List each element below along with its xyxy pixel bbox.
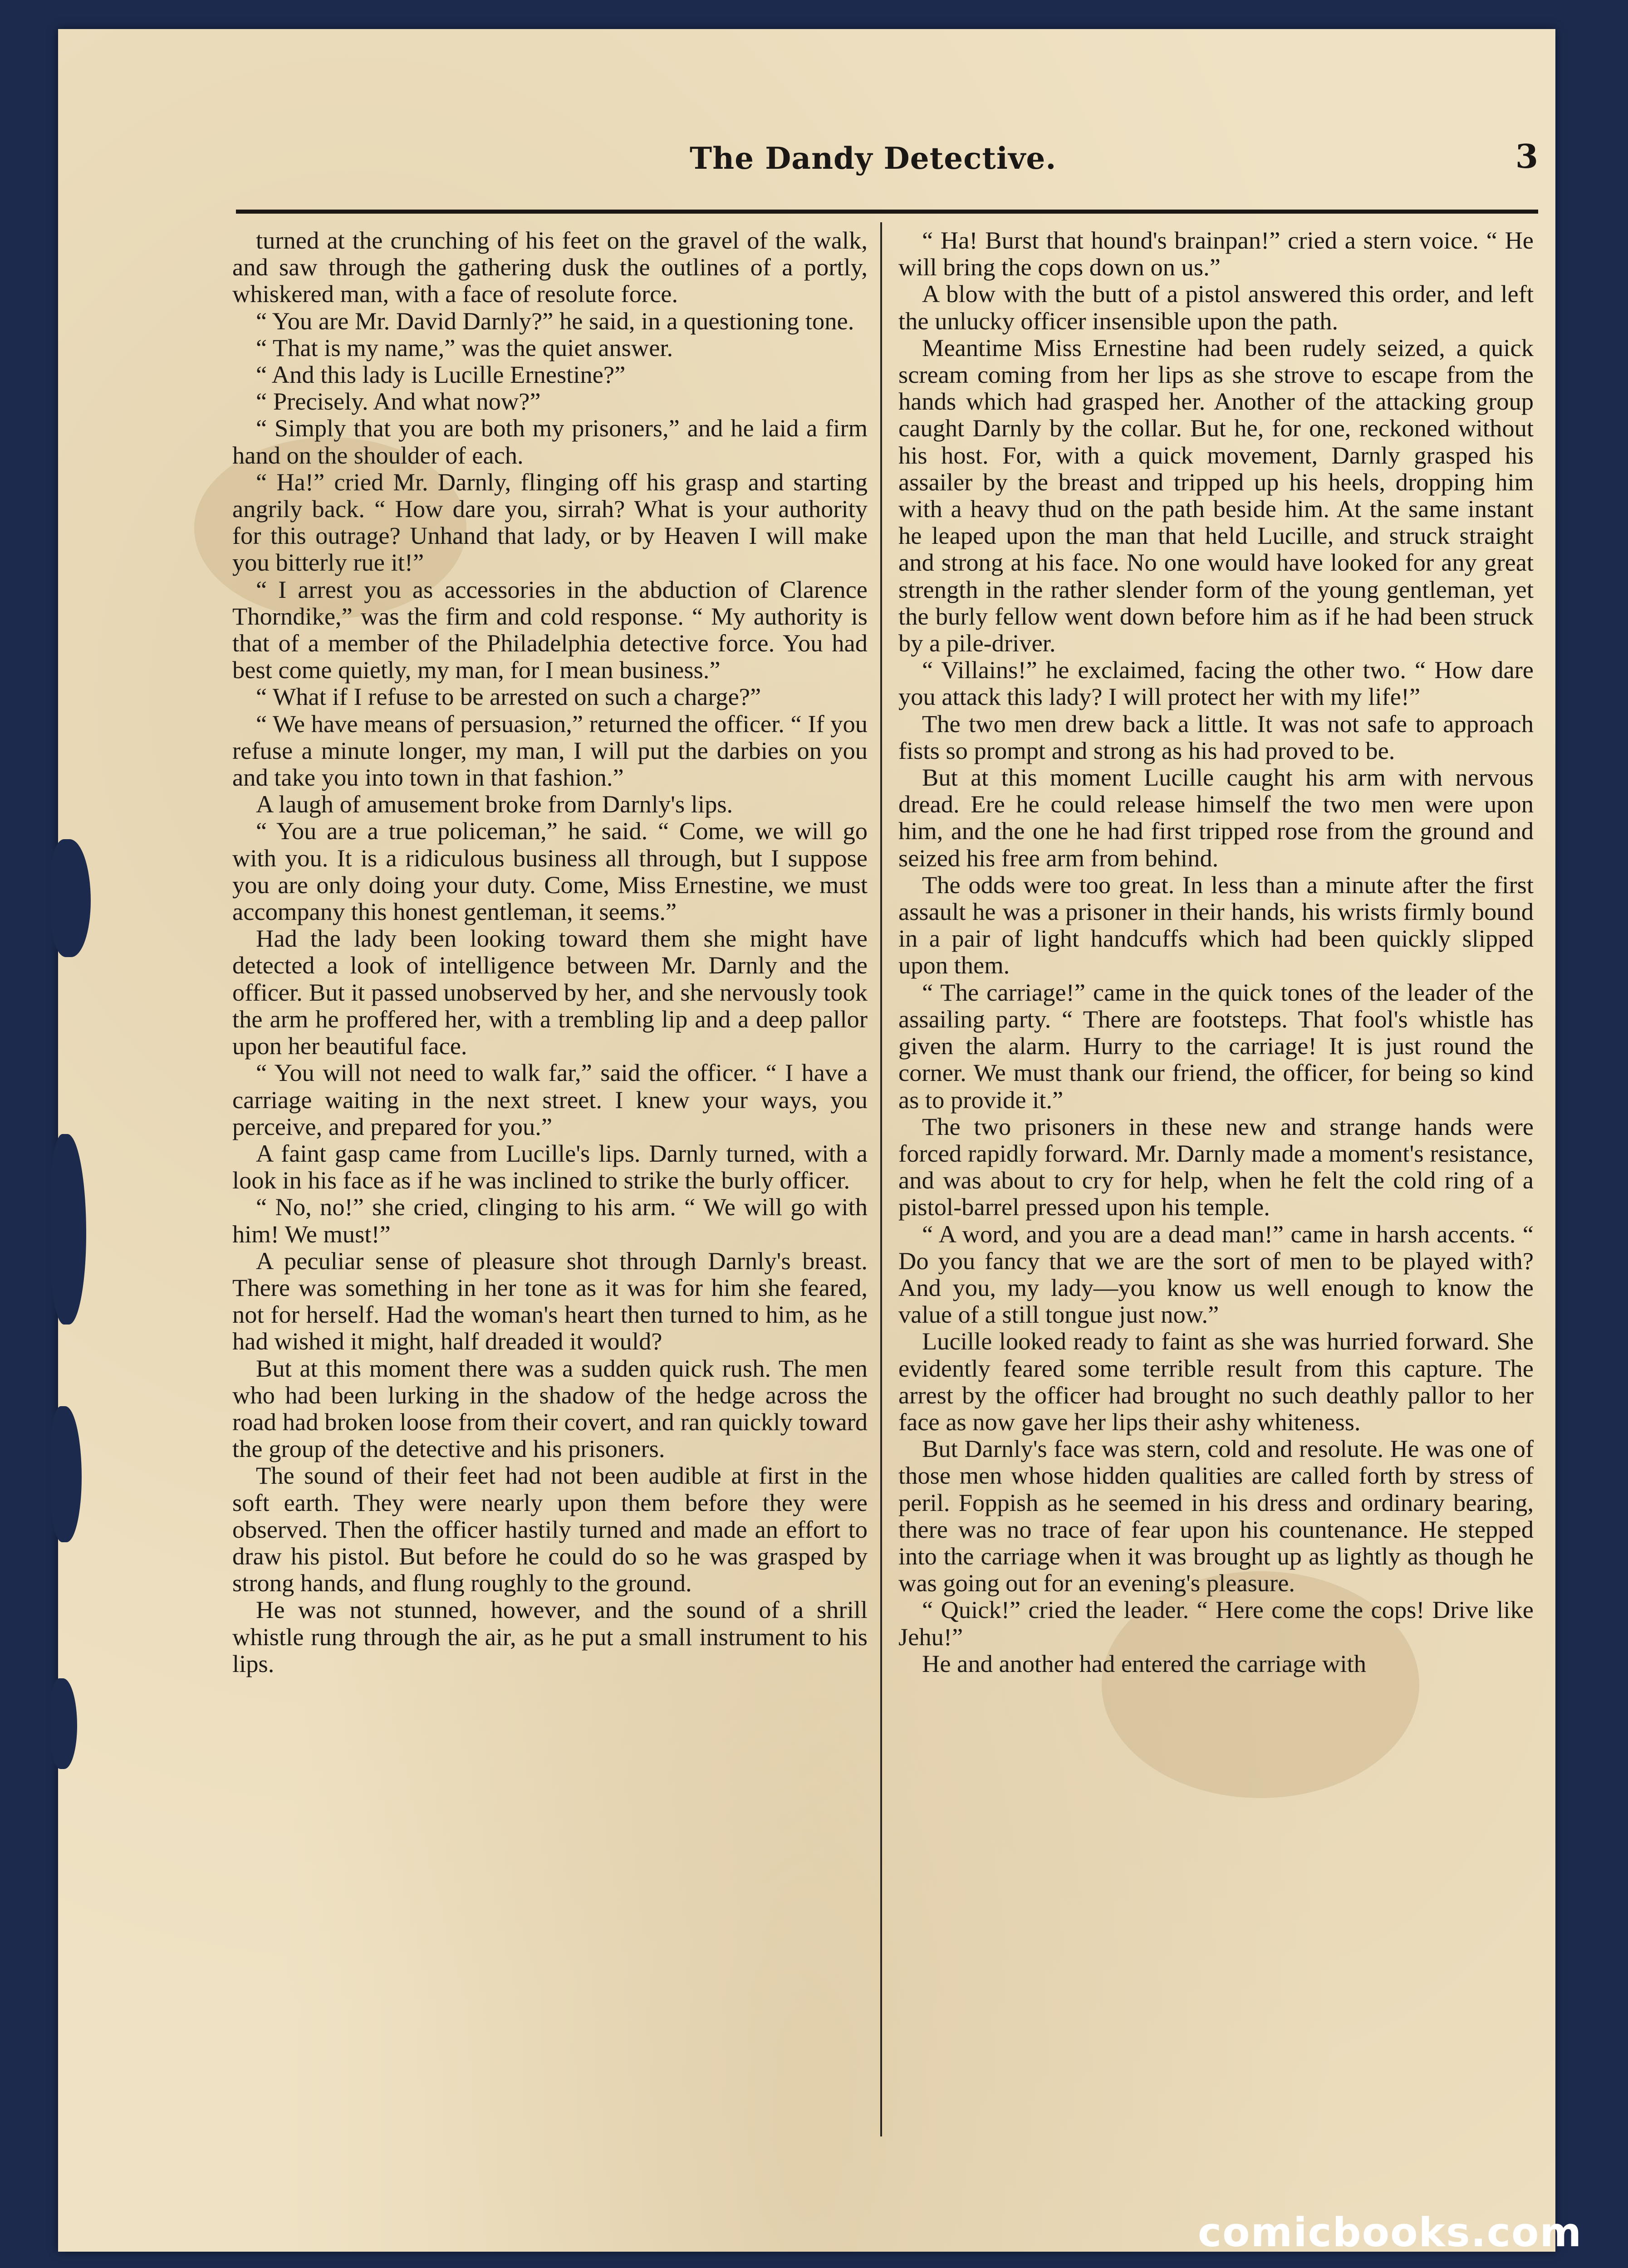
paragraph: Had the lady been looking toward them she might have detected a look of intelligence between Mr. Darnly and the officer. But it passed unobserved by her, and she nervously took the arm he proffered her, with a trembling lip and a deep pallor upon her beautiful face.: [232, 924, 868, 1060]
paragraph: A blow with the butt of a pistol answered this order, and left the unlucky officer insensible upon the path.: [898, 280, 1534, 335]
paragraph: “ What if I refuse to be arrested on such a charge?”: [256, 683, 761, 711]
paragraph: “ You will not need to walk far,” said the officer. “ I have a carriage waiting in the next street. I knew your ways, you perceive, and prepared for you.”: [232, 1059, 868, 1140]
running-header: [236, 109, 1552, 181]
left-text-column: [232, 227, 868, 1677]
paragraph: turned at the crunching of his feet on the gravel of the walk, and saw through the gathering dusk the outlines of a portly, whiskered man, with a face of resolute force.: [232, 226, 868, 308]
paragraph: The two men drew back a little. It was not safe to approach fists so prompt and strong as his had proved to be.: [898, 709, 1534, 764]
paragraph: The sound of their feet had not been audible at first in the soft earth. They were nearly upon them before they were observed. Then the officer hastily turned and made an effort to draw his pistol. But before he could do so he was grasped by strong hands, and flung roughly to the ground.: [232, 1461, 868, 1597]
paragraph: “ Simply that you are both my prisoners,” and he laid a firm hand on the shoulder of each.: [232, 414, 868, 469]
paragraph: “ Precisely. And what now?”: [256, 387, 541, 415]
header-rule: [236, 210, 1538, 214]
paragraph: “ You are Mr. David Darnly?” he said, in a questioning tone.: [256, 307, 854, 335]
paragraph: A faint gasp came from Lucille's lips. Darnly turned, with a look in his face as if he was inclined to strike the burly officer.: [232, 1139, 868, 1194]
paragraph: “ Villains!” he exclaimed, facing the other two. “ How dare you attack this lady? I will protect her with my life!”: [898, 656, 1534, 711]
paragraph: “ A word, and you are a dead man!” came in harsh accents. “ Do you fancy that we are the sort of men to be played with? And you, my lady—you know us well enough to know the value of a still tongue just now.”: [898, 1220, 1534, 1329]
paragraph: “ You are a true policeman,” he said. “ Come, we will go with you. It is a ridiculous business all through, but I suppose you are only doing your duty. Come, Miss Ernestine, we must accompany this honest gentleman, it seems.”: [232, 817, 868, 926]
paragraph: But at this moment there was a sudden quick rush. The men who had been lurking in the shadow of the hedge across the road had broken loose from their covert, and ran quickly toward the group of the detective and his prisoners.: [232, 1354, 868, 1463]
paragraph: Meantime Miss Ernestine had been rudely seized, a quick scream coming from her lips as she strove to escape from the hands which had grasped her. Another of the attacking group caught Darnly by the collar. But he, for one, reckoned without his host. For, with a quick movement, Darnly grasped his assailer by the breast and tripped up his heels, dropping him with a heavy thud on the path beside him. At the same instant he leaped upon the man that held Lucille, and struck straight and strong at his face. No one would have looked for any great strength in the rather slender form of the young gentleman, yet the burly fellow went down before him as if he had been struck by a pile-driver.: [898, 333, 1534, 657]
paragraph: “ I arrest you as accessories in the abduction of Clarence Thorndike,” was the firm and cold response. “ My authority is that of a member of the Philadelphia detective force. You had best come quietly, my man, for I mean business.”: [232, 575, 868, 684]
paragraph: “ Ha! Burst that hound's brainpan!” cried a stern voice. “ He will bring the cops down on us.”: [898, 226, 1534, 281]
paragraph: “ Quick!” cried the leader. “ Here come the cops! Drive like Jehu!”: [898, 1596, 1534, 1651]
header-title: The Dandy Detective.: [690, 141, 1057, 176]
paragraph: He and another had entered the carriage with: [922, 1649, 1367, 1677]
paragraph: But at this moment Lucille caught his arm with nervous dread. Ere he could release himself the two men were upon him, and the one he had first tripped rose from the ground and seized his free arm from behind.: [898, 763, 1534, 872]
paragraph: “ Ha!” cried Mr. Darnly, flinging off his grasp and starting angrily back. “ How dare you, sirrah? What is your authority for this outrage? Unhand that lady, or by Heaven I will make you bitterly rue it!”: [232, 468, 868, 577]
paragraph: He was not stunned, however, and the sound of a shrill whistle rung through the air, as he put a small instrument to his lips.: [232, 1596, 868, 1677]
paragraph: Lucille looked ready to faint as she was hurried forward. She evidently feared some terrible result from this capture. The arrest by the officer had brought no such deathly pallor to her face as now gave her lips their ashy whiteness.: [898, 1327, 1534, 1436]
paragraph: “ And this lady is Lucille Ernestine?”: [256, 361, 626, 389]
paragraph: A peculiar sense of pleasure shot through Darnly's breast. There was something in her tone as it was for him she feared, not for herself. Had the woman's heart then turned to him, as he had wished it might, half dreaded it would?: [232, 1246, 868, 1355]
paragraph: “ We have means of persuasion,” returned the officer. “ If you refuse a minute longer, my man, I will put the darbies on you and take you into town in that fashion.”: [232, 709, 868, 792]
column-divider: [880, 222, 882, 2136]
paragraph: The odds were too great. In less than a minute after the first assault he was a prisoner in their hands, his wrists firmly bound in a pair of light handcuffs which had been quickly slipped upon them.: [898, 870, 1534, 979]
paragraph: The two prisoners in these new and strange hands were forced rapidly forward. Mr. Darnly made a moment's resistance, and was about to cry for help, when he felt the cold ring of a pistol-barrel pressed upon his temple.: [898, 1112, 1534, 1221]
paragraph: But Darnly's face was stern, cold and resolute. He was one of those men whose hidden qualities are called forth by stress of peril. Foppish as he seemed in his dress and ordinary bearing, there was no trace of fear upon his countenance. He stepped into the carriage when it was brought up as lightly as though he was going out for an evening's pleasure.: [898, 1435, 1534, 1597]
paragraph: “ The carriage!” came in the quick tones of the leader of the assailing party. “ There are footsteps. That fool's whistle has given the alarm. Hurry to the carriage! It is just round the corner. We must thank our friend, the officer, for being so kind as to provide it.”: [898, 978, 1534, 1114]
page-number: 3: [1515, 137, 1538, 176]
paragraph: A laugh of amusement broke from Darnly's lips.: [256, 790, 733, 818]
watermark: comicbooks.com: [1198, 2209, 1583, 2256]
paragraph: “ That is my name,” was the quiet answer.: [256, 333, 673, 362]
paragraph: “ No, no!” she cried, clinging to his arm. “ We will go with him! We must!”: [232, 1193, 868, 1248]
right-text-column: [898, 227, 1534, 1677]
